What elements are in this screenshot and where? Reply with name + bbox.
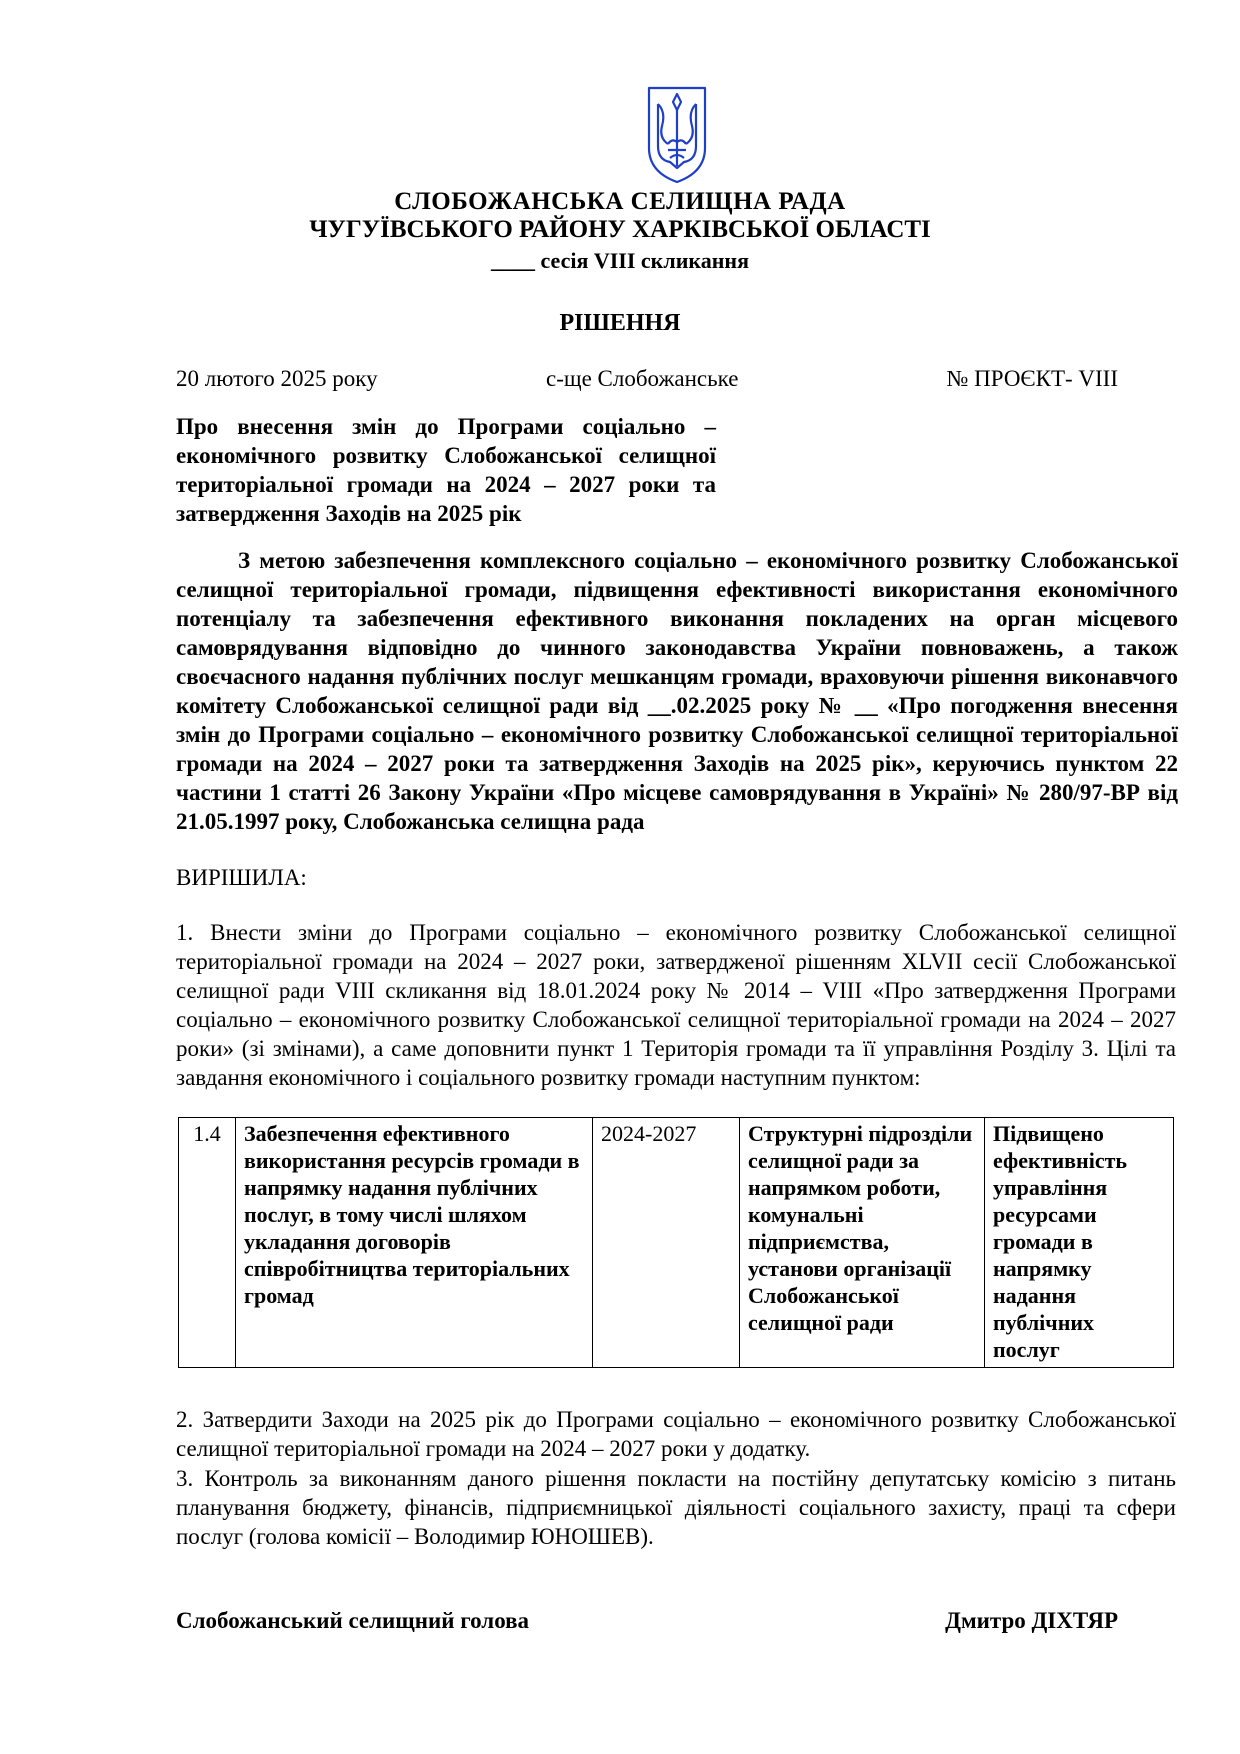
coat-of-arms-icon: [646, 86, 708, 184]
decision-item-2: 2. Затвердити Заходи на 2025 рік до Програми соціально – економічного розвитку Слобожанської селищної територіальної громади на 2024 – 2027 роки у додатку.: [176, 1407, 1176, 1461]
decision-item-3: 3. Контроль за виконанням даного рішення покласти на постійну депутатську комісію з питань планування бюджету, фінансів, підприємницької діяльності соціального захисту, праці та сфери послуг (голова комісії – Володимир ЮНОШЕВ).: [176, 1466, 1176, 1549]
signature-name: Дмитро ДІХТЯР: [945, 1608, 1118, 1633]
signature-position: Слобожанський селищний голова: [176, 1608, 530, 1633]
program-changes-table: [178, 1117, 1174, 1368]
resolved-heading: ВИРІШИЛА:: [176, 865, 307, 890]
decision-subject: Про внесення змін до Програми соціально – економічного розвитку Слобожанської селищної територіальної громади на 2024 – 2027 роки та затвердження Заходів на 2025 рік: [176, 414, 716, 526]
table-cell-task: Забезпечення ефективного використання ресурсів громади в напрямку надання публічних послуг, в тому числі шляхом укладання договорів співробітництва територіальних громад: [236, 1118, 593, 1368]
document-number: № ПРОЄКТ- VIII: [946, 366, 1118, 391]
session-line: ____ сесія VIII скликання: [491, 248, 749, 273]
table-row: [179, 1118, 1174, 1368]
table-cell-result: Підвищено ефективність управління ресурсами громади в напрямку надання публічних послуг: [985, 1118, 1174, 1368]
table-cell-term: 2024-2027: [593, 1118, 740, 1368]
preamble-paragraph: З метою забезпечення комплексного соціально – економічного розвитку Слобожанської селищної територіальної громади, підвищення ефективності використання економічного потенціалу та забезпечення ефективного виконання покладених на орган місцевого самоврядування відповідно до чинного законодавства України повноважень, а також своєчасного надання публічних послуг мешканцям громади, враховуючи рішення виконавчого комітету Слобожанської селищної ради від __.02.2025 року № __ «Про погодження внесення змін до Програми соціально – економічного розвитку Слобожанської селищної територіальної громади на 2024 – 2027 роки та затвердження Заходів на 2025 рік», керуючись пунктом 22 частини 1 статті 26 Закону України «Про місцеве самоврядування в Україні» № 280/97-ВР від 21.05.1997 року, Слобожанська селищна рада: [176, 548, 1178, 834]
document-date: 20 лютого 2025 року: [176, 366, 378, 391]
document-type: РІШЕННЯ: [559, 310, 681, 336]
document-place: с-ще Слобожанське: [546, 366, 739, 391]
district-name: ЧУГУЇВСЬКОГО РАЙОНУ ХАРКІВСЬКОЇ ОБЛАСТІ: [309, 216, 931, 243]
council-name: СЛОБОЖАНСЬКА СЕЛИЩНА РАДА: [394, 188, 846, 215]
decision-item-1: 1. Внести зміни до Програми соціально – економічного розвитку Слобожанської селищної територіальної громади на 2024 – 2027 роки, затвердженої рішенням XLVII сесії Слобожанської селищної ради VIII скликання від 18.01.2024 року № 2014 – VIII «Про затвердження Програми соціально – економічного розвитку Слобожанської селищної територіальної громади на 2024 – 2027 роки» (зі змінами), а саме доповнити пункт 1 Територія громади та її управління Розділу 3. Цілі та завдання економічного і соціального розвитку громади наступним пунктом:: [176, 920, 1176, 1090]
table-cell-number: 1.4: [179, 1118, 236, 1368]
table-cell-executors: Структурні підрозділи селищної ради за напрямком роботи, комунальні підприємства, установи організації Слобожанської селищної ради: [740, 1118, 985, 1368]
